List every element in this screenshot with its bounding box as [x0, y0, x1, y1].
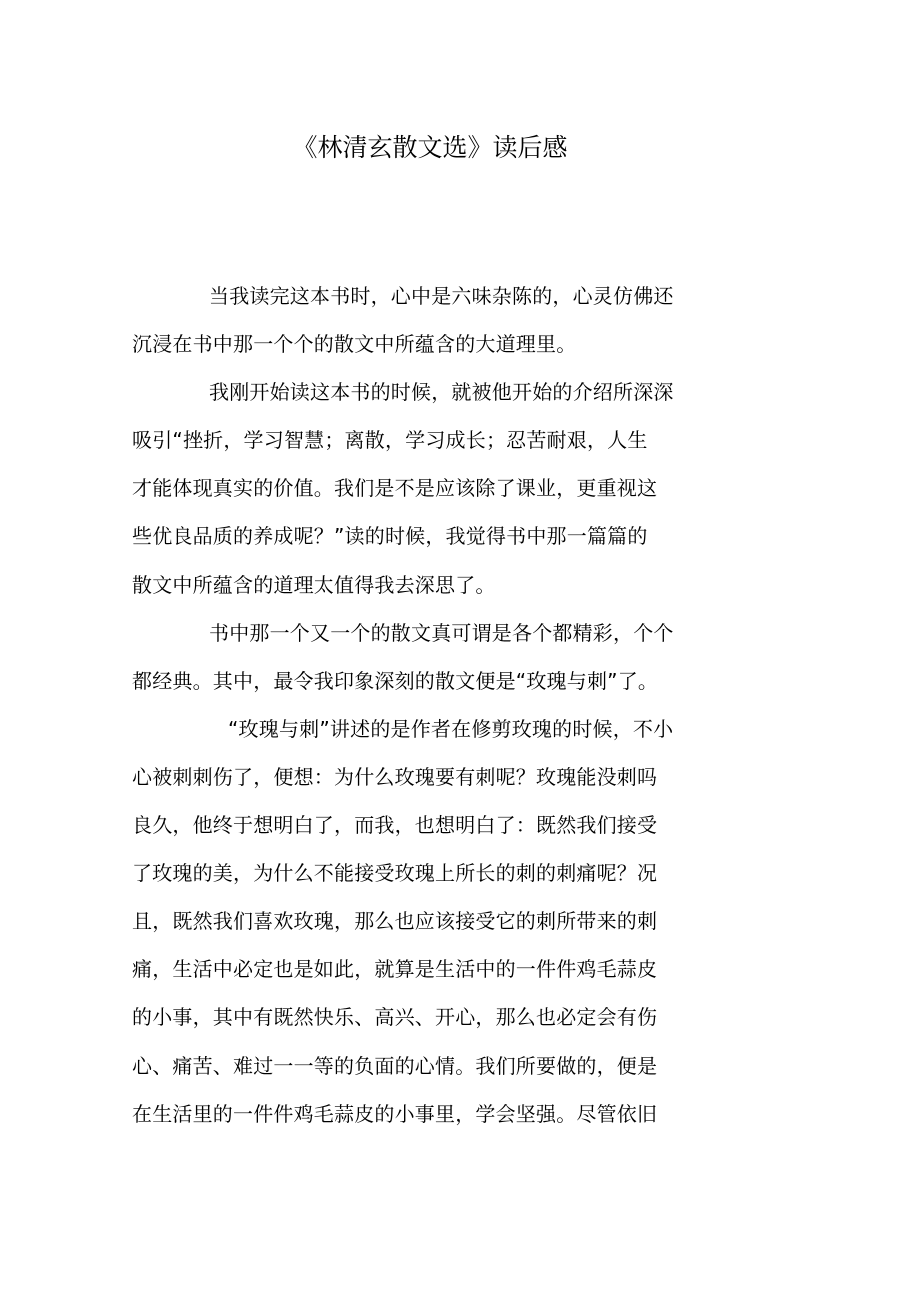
text-line: 心被刺刺伤了，便想：为什么玫瑰要有刺呢？玫瑰能没刺吗 — [132, 764, 658, 789]
text-line: “玫瑰与刺”讲述的是作者在修剪玫瑰的时候，不小 — [228, 716, 674, 741]
text-line: 心、痛苦、难过一一等的负面的心情。我们所要做的，便是 — [132, 1053, 658, 1078]
document-title: 《林清玄散文选》读后感 — [292, 133, 568, 162]
text-line: 且，既然我们喜欢玫瑰，那么也应该接受它的刺所带来的刺 — [132, 909, 658, 934]
text-line: 才能体现真实的价值。我们是不是应该除了课业，更重视这 — [132, 476, 658, 501]
text-line: 沉浸在书中那一个个的散文中所蕴含的大道理里。 — [132, 332, 577, 357]
text-line: 书中那一个又一个的散文真可谓是各个都精彩，个个 — [209, 620, 674, 645]
text-line: 的小事，其中有既然快乐、高兴、开心，那么也必定会有伤 — [132, 1005, 658, 1030]
text-line: 痛，生活中必定也是如此，就算是生活中的一件件鸡毛蒜皮 — [132, 957, 658, 982]
text-line: 了玫瑰的美，为什么不能接受玫瑰上所长的刺的刺痛呢？况 — [132, 861, 658, 886]
text-line: 些优良品质的养成呢？”读的时候，我觉得书中那一篇篇的 — [132, 524, 648, 549]
text-line: 当我读完这本书时，心中是六味杂陈的，心灵仿佛还 — [209, 284, 674, 308]
text-line: 吸引“挫折，学习智慧；离散，学习成长；忍苦耐艰，人生 — [132, 428, 648, 453]
text-line: 散文中所蕴含的道理太值得我去深思了。 — [132, 572, 496, 597]
text-line: 在生活里的一件件鸡毛蒜皮的小事里，学会坚强。尽管依旧 — [132, 1101, 658, 1126]
document-body — [132, 279, 732, 1145]
text-line: 良久，他终于想明白了，而我，也想明白了：既然我们接受 — [132, 813, 658, 838]
text-line: 都经典。其中，最令我印象深刻的散文便是“玫瑰与刺”了。 — [132, 668, 659, 693]
text-line: 我刚开始读这本书的时候，就被他开始的介绍所深深 — [209, 380, 674, 405]
